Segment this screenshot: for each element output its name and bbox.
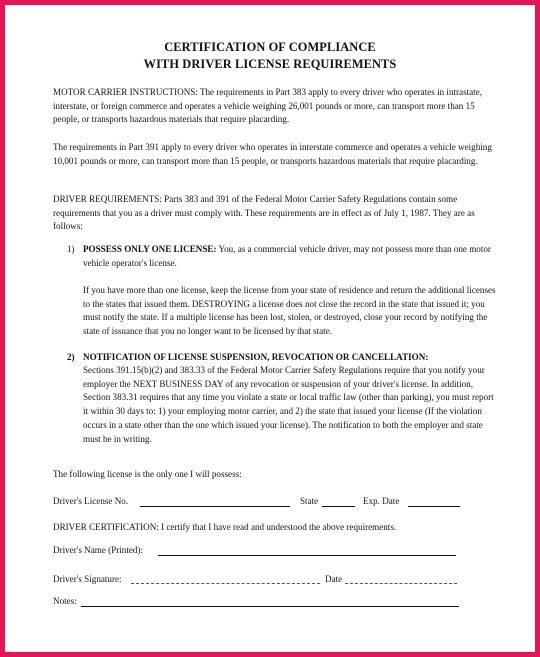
document-page [5,5,535,652]
state-label: State [300,496,319,506]
document-title-line2: WITH DRIVER LICENSE REQUIREMENTS [143,57,397,71]
exp-date-label: Exp. Date [363,496,400,506]
part-391-paragraph: The requirements in Part 391 apply to every driver who operates in interstate commerce and operates a vehicle weighing 10,001 pounds or more, can transport more than 15 people, or transports hazardous materials that require placarding. [53,142,492,166]
item-1-text: You, as a commercial vehicle driver, may not possess more than one motor vehicle operator's license. [83,244,491,268]
exp-date-field[interactable] [408,506,460,507]
item-1-paragraph [83,243,498,270]
drivers-license-no-field[interactable] [140,506,290,507]
item-1-number: 1) [67,244,75,254]
date-label: Date [325,574,343,584]
motor-carrier-instructions: MOTOR CARRIER INSTRUCTIONS: The requirements in Part 383 apply to every driver who operates in intrastate, interstate, or foreign commerce and operates a vehicle weighing 26,001 pounds or more, can transport more than 15 people, or transports hazardous materials that require placarding. [53,87,483,125]
item-1-heading: POSSESS ONLY ONE LICENSE: [83,244,217,254]
notes-field[interactable] [81,606,459,607]
driver-requirements-paragraph: DRIVER REQUIREMENTS: Parts 383 and 391 of the Federal Motor Carrier Safety Regulations contain some requirements that you as a driver must comply with. These requirements are in effect as of July 1, 1987. They are as follows: [53,194,475,232]
item-2-number: 2) [67,352,75,362]
notes-label: Notes: [53,596,77,606]
driver-certification-statement: DRIVER CERTIFICATION: I certify that I have read and understood the above requirements. [53,522,397,532]
document-title-line1: CERTIFICATION OF COMPLIANCE [164,40,376,54]
state-field[interactable] [322,506,355,507]
drivers-signature-field[interactable] [131,583,320,584]
drivers-name-field[interactable] [158,555,456,556]
item-2-heading: NOTIFICATION OF LICENSE SUSPENSION, REVOCATION OR CANCELLATION: [83,352,429,362]
form-intro: The following license is the only one I will possess: [53,469,242,479]
drivers-signature-label: Driver's Signature: [53,574,122,584]
drivers-license-no-label: Driver's License No. [53,496,129,506]
drivers-name-label: Driver's Name (Printed): [53,545,144,555]
date-field[interactable] [345,583,457,584]
item-2-text: Sections 391.15(b)(2) and 383.33 of the Federal Motor Carrier Safety Regulations require that you notify your employer the NEXT BUSINESS DAY of any revocation or suspension of your driver's license. In addition, Section 383.31 requires that any time you violate a state or local traffic law (other than parking), you must report it within 30 days to: 1) your employing motor carrier, and 2) the state that issued your license (If the violation occurs in a state other than the one which issued your license). The notification to both the employer and state must be in writing. [83,365,494,444]
item-1-extra-paragraph: If you have more than one license, keep the license from your state of residence and return the additional licenses to the states that issued them. DESTROYING a license does not close the record in the state that issued it; you must notify the state. If a multiple license has been lost, stolen, or destroyed, close your record by notifying the state of issuance that you no longer want to be licensed by that state. [83,285,496,337]
